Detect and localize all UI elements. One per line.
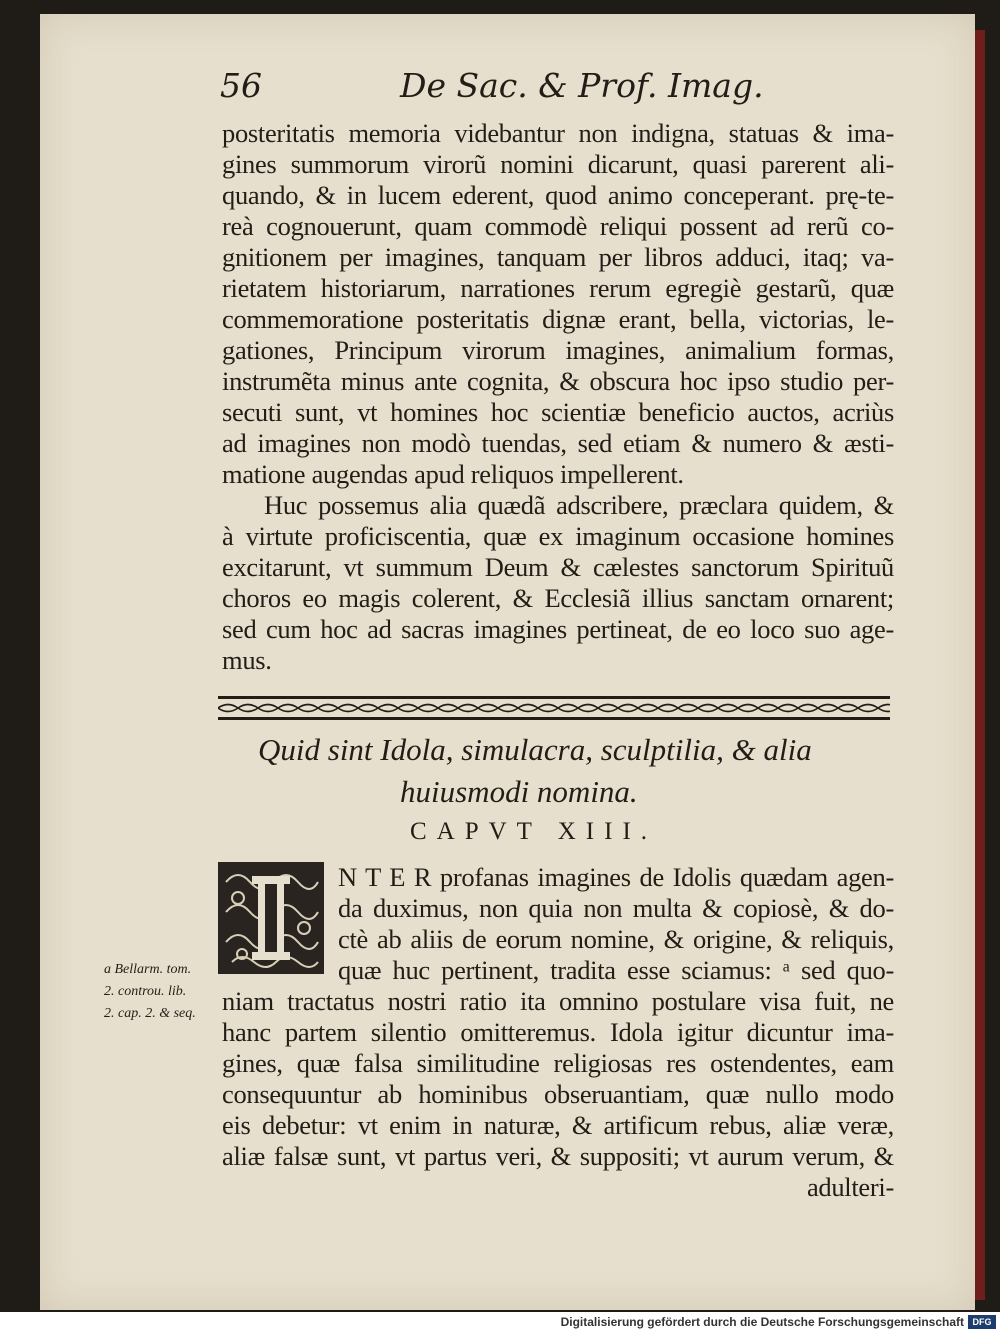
text-line: instrumẽta minus ante cognita, & obscura hoc ipso studio per- bbox=[222, 366, 894, 396]
text-line: reà cognouerunt, quam commodè reliqui possent ad rerũ co- bbox=[222, 211, 894, 241]
text-line: quæ huc pertinent, tradita esse sciamus: ᵃ sed quo- bbox=[338, 955, 894, 985]
text-line: Huc possemus alia quædã adscribere, præclara quidem, & bbox=[264, 490, 894, 520]
text-line: commemoratione posteritatis dignæ erant, bella, victorias, le- bbox=[222, 304, 894, 334]
text-line: consequuntur ab hominibus obseruantiam, quæ nullo modo bbox=[222, 1079, 894, 1109]
text-line: gines summorum virorũ nomini dicarunt, quasi parerent ali- bbox=[222, 149, 894, 179]
catchword: adulteri- bbox=[806, 1172, 894, 1202]
text-line: aliæ falsæ sunt, vt partus veri, & suppositi; vt aurum verum, & bbox=[222, 1141, 894, 1171]
chapter-number: CAPVT XIII. bbox=[410, 818, 658, 845]
page-edge bbox=[975, 30, 985, 1300]
footer-bar bbox=[0, 1312, 1000, 1332]
text-line: niam tractatus nostri ratio ita omnino postulare visa fuit, ne bbox=[222, 986, 894, 1016]
text-line: ctè ab aliis de eorum nomine, & origine, & reliquis, bbox=[338, 924, 894, 954]
text-line: choros eo magis colerent, & Ecclesiã illius sanctam ornarent; bbox=[222, 583, 894, 613]
dfg-logo-icon: DFG bbox=[968, 1315, 996, 1329]
text-line: à virtute proficiscentia, quæ ex imaginum occasione homines bbox=[222, 521, 894, 551]
text-line: sed cum hoc ad sacras imagines pertineat, de eo loco suo age- bbox=[222, 614, 894, 644]
text-line: matione augendas apud reliquos impellerent. bbox=[222, 459, 684, 489]
text-line: ad imagines non modò tuendas, sed etiam & numero & æsti- bbox=[222, 428, 894, 458]
text-line: secuti sunt, vt homines hoc scientiæ beneficio auctos, acriùs bbox=[222, 397, 894, 427]
page-number: 56 bbox=[220, 66, 262, 105]
text-line: rietatem historiarum, narrationes rerum egregiè gestarũ, quæ bbox=[222, 273, 894, 303]
text-line: hanc partem silentio omitteremus. Idola igitur dicuntur ima- bbox=[222, 1017, 894, 1047]
footer-credit: Digitalisierung gefördert durch die Deutsche Forschungsgemeinschaft bbox=[560, 1315, 964, 1329]
text-line: N T E R profanas imagines de Idolis quædam agen- bbox=[338, 862, 894, 892]
chapter-title-continued: huiusmodi nomina. bbox=[400, 774, 638, 809]
margin-note-line: 2. controu. lib. bbox=[104, 984, 187, 999]
text-line: gines, quæ falsa similitudine religiosas res ostendentes, eam bbox=[222, 1048, 894, 1078]
page-header bbox=[220, 66, 764, 116]
text-line: da duximus, non quia non multa & copiosè, & do- bbox=[338, 893, 894, 923]
text-line: gationes, Principum virorum imagines, animalium formas, bbox=[222, 335, 894, 365]
text-line: mus. bbox=[222, 645, 272, 675]
running-head: De Sac. & Prof. Imag. bbox=[400, 66, 764, 105]
text-line: eis debetur: vt enim in naturæ, & artificum rebus, aliæ veræ, bbox=[222, 1110, 894, 1140]
text-line: gnitionem per imagines, tanquam per libros adduci, itaq; va- bbox=[222, 242, 894, 272]
margin-note-line: 2. cap. 2. & seq. bbox=[104, 1006, 196, 1021]
text-line: excitarunt, vt summum Deum & cælestes sanctorum Spirituũ bbox=[222, 552, 894, 582]
text-line: quando, & in lucem ederent, quod animo conceperant. prę-te- bbox=[222, 180, 894, 210]
text-line: posteritatis memoria videbantur non indigna, statuas & ima- bbox=[222, 118, 894, 148]
ornamental-rule bbox=[218, 694, 890, 722]
decorated-initial-i-icon bbox=[218, 862, 324, 974]
margin-note-line: a Bellarm. tom. bbox=[104, 962, 192, 977]
chapter-title: Quid sint Idola, simulacra, sculptilia, & alia bbox=[258, 732, 812, 767]
